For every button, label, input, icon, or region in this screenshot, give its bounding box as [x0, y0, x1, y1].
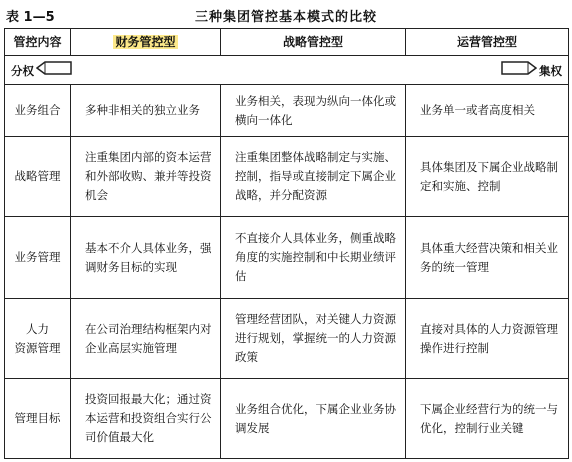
table-row: [5, 85, 569, 137]
row-label-business-management: 业务管理: [5, 217, 71, 299]
cell-operational-human-resources: 直接对具体的人力资源管理操作进行控制: [406, 299, 569, 379]
highlighted-heading: 财务管控型: [115, 34, 176, 49]
table-row: [5, 379, 569, 459]
cell-strategic-management-objective: 业务组合优化，下属企业业务协调发展: [221, 379, 406, 459]
header-row: [5, 29, 569, 56]
left-arrow-outline-icon: [36, 61, 72, 81]
row-label-human-resources: [5, 299, 71, 379]
row-label-line: 资源管理: [14, 340, 61, 355]
cell-strategic-strategy-management: 注重集团整体战略制定与实施、控制，指导或直接制定下属企业战略，并分配资源: [221, 137, 406, 217]
centralization-label: 集权: [539, 63, 562, 78]
cell-operational-management-objective: 下属企业经营行为的统一与优化，控制行业关键: [406, 379, 569, 459]
centralization-marker: [499, 61, 562, 81]
row-label-strategy-management: 战略管理: [5, 137, 71, 217]
table-row: [5, 217, 569, 299]
table-title: 三种集团管控基本模式的比较: [194, 10, 377, 25]
cell-strategic-business-portfolio: 业务相关，表现为纵向一体化或横向一体化: [221, 85, 406, 137]
row-label-line: 人力: [26, 321, 49, 336]
table-row: [5, 299, 569, 379]
cell-operational-business-management: 具体重大经营决策和相关业务的统一管理: [406, 217, 569, 299]
table-row: [5, 137, 569, 217]
cell-financial-strategy-management: 注重集团内部的资本运营和外部收购、兼并等投资机会: [71, 137, 221, 217]
cell-financial-business-management: 基本不介人具体业务，强调财务目标的实现: [71, 217, 221, 299]
cell-financial-human-resources: 在公司治理结构框架内对企业高层实施管理: [71, 299, 221, 379]
comparison-table: [4, 28, 569, 459]
decentralization-label: 分权: [11, 63, 34, 78]
cell-operational-strategy-management: 具体集团及下属企业战略制定和实施、控制: [406, 137, 569, 217]
row-label-business-portfolio: 业务组合: [5, 85, 71, 137]
table-caption: [6, 4, 566, 26]
right-arrow-outline-icon: [501, 61, 537, 81]
header-operational-control: 运营管控型: [406, 29, 569, 56]
table-number: 表 1—5: [6, 10, 55, 25]
header-financial-control: [71, 29, 221, 56]
cell-financial-management-objective: 投资回报最大化；通过资本运营和投资组合实行公司价值最大化: [71, 379, 221, 459]
header-strategic-control: 战略管控型: [221, 29, 406, 56]
decentralization-marker: [11, 61, 74, 81]
header-row-label: 管控内容: [5, 29, 71, 56]
cell-strategic-human-resources: 管理经营团队，对关键人力资源进行规划，掌握统一的人力资源政策: [221, 299, 406, 379]
decentralization-centralization-scale: [5, 56, 569, 85]
cell-strategic-business-management: 不直接介人具体业务，侧重战略角度的实施控制和中长期业绩评估: [221, 217, 406, 299]
cell-operational-business-portfolio: 业务单一或者高度相关: [406, 85, 569, 137]
row-label-management-objective: 管理目标: [5, 379, 71, 459]
arrow-row: [5, 56, 569, 85]
cell-financial-business-portfolio: 多种非相关的独立业务: [71, 85, 221, 137]
